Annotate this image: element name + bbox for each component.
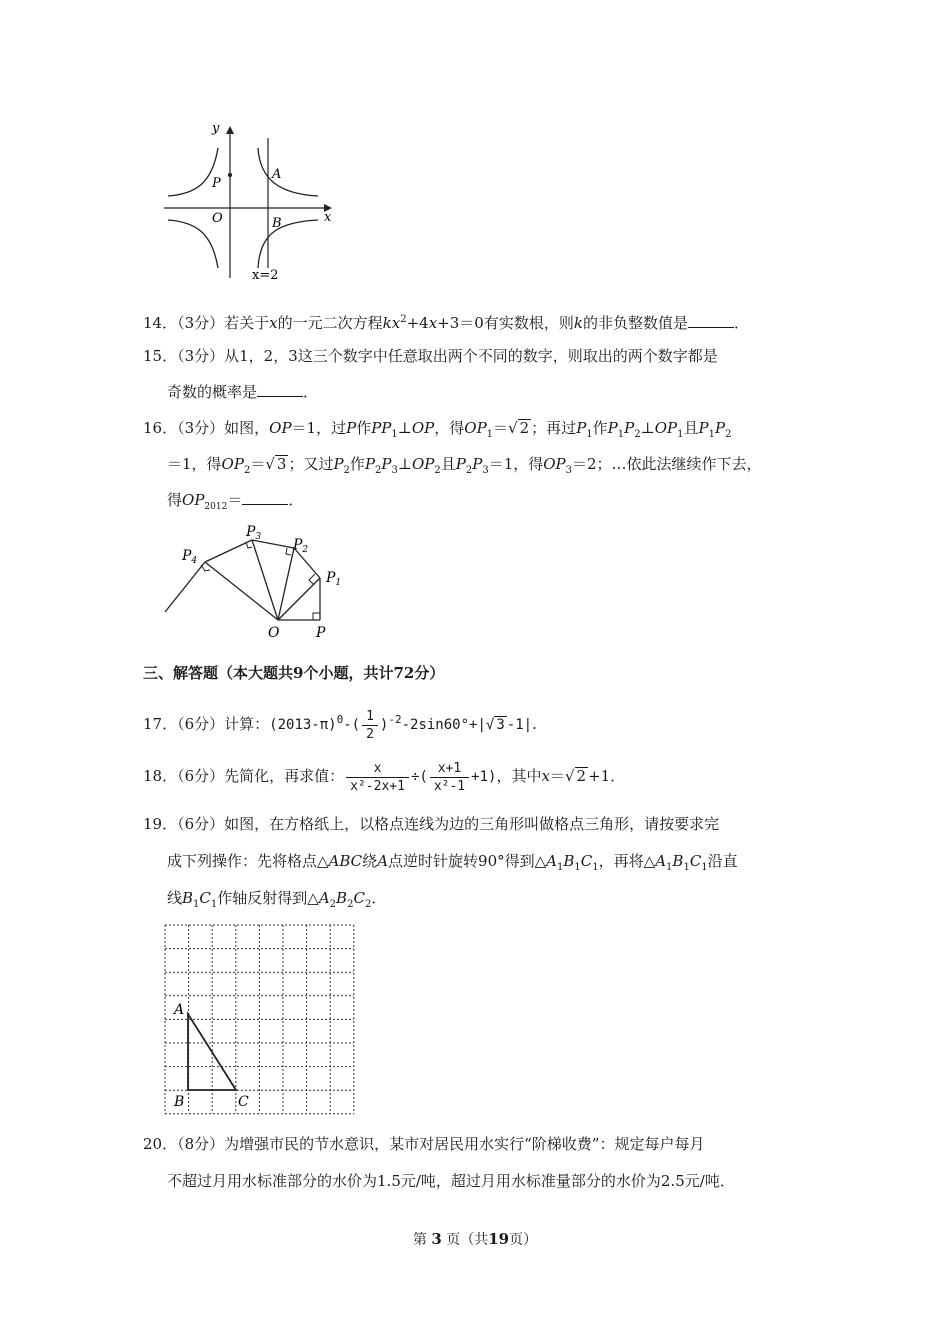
q19-sub: 1: [666, 862, 673, 873]
sqrt-2: 2: [576, 767, 587, 785]
label-p4: $P_4$: [182, 548, 198, 566]
q16-text: ＝: [493, 419, 509, 437]
q14-number: 14．: [143, 314, 178, 332]
q14-eq: +4: [406, 314, 429, 332]
label-x: x: [324, 210, 332, 225]
sqrt-2: 2: [519, 419, 530, 437]
section-heading: 三、解答题（本大题共9个小题，共计72分）: [143, 664, 445, 682]
q16-text: ＝1，得: [488, 455, 544, 473]
q16-text: ；又过: [288, 455, 334, 473]
q19-text: 线: [167, 889, 183, 907]
q18-expr: +1): [471, 769, 497, 785]
q16-sub: 1: [708, 429, 715, 440]
sqrt-3: 3: [496, 717, 505, 733]
q15-number: 15．: [143, 347, 178, 365]
question-15-line2: [167, 381, 318, 403]
q16-text: ；再过: [531, 419, 577, 437]
q16-sub: 2: [725, 429, 732, 440]
q16-var: OP: [182, 491, 205, 509]
q14-score: （3分）: [177, 314, 225, 332]
q19-text: 如图，在方格纸上，以格点连线为边的三角形叫做格点三角形，请按要求完: [224, 815, 720, 833]
hyperbola-branch-top-right: [258, 148, 318, 196]
segment-op4: [205, 562, 278, 620]
q16-sub: 3: [391, 465, 398, 476]
q20-text: 为增强市民的节水意识，某市对居民用水实行“阶梯收费”：规定每户每月: [224, 1135, 705, 1153]
right-angle-p2: [286, 548, 291, 555]
q16-var: OP: [654, 419, 678, 437]
question-16: 16．（3分）如图，OP＝1，过P作$PP_1\perp OP$，得$OP_1=√$ 2 ；再过$P_1$作$P_1P_2\perp OP_1$且$P_1P_2$: [143, 419, 732, 440]
q20-number: 20．: [143, 1135, 178, 1153]
hyperbola-branch-top-left: [168, 148, 218, 196]
question-15: [143, 345, 718, 367]
q17-expr: (2013-π): [269, 717, 337, 733]
label-p2: $P_2$: [293, 537, 309, 555]
q16-sub: 1: [486, 429, 494, 440]
q17-number: 17．: [143, 715, 178, 733]
label-c: C: [238, 1094, 249, 1110]
q16-text: 且: [440, 455, 456, 473]
q17-expr: -(: [343, 717, 361, 733]
q19-text: 作轴反射得到△: [217, 889, 319, 907]
q14-end: ．: [733, 314, 749, 332]
question-16-line2: ＝1，得$OP_2=√$ 3 ；又过$P_2$作$P_2P_3\perp OP_2$且$P_2P_3=1$，得$OP_3=2$；…依此法继续作下去，: [167, 455, 762, 476]
q15-text: 奇数的概率是: [167, 383, 258, 401]
q18-expr: (: [419, 769, 428, 785]
q16-text: 且: [683, 419, 699, 437]
q14-var: x: [269, 314, 278, 332]
q19-sub: 2: [364, 899, 372, 910]
q19-text: 点逆时针旋转90°得到△: [388, 852, 547, 870]
hyperbola-branch-bottom-right: [258, 220, 318, 268]
q19-sub: 1: [683, 862, 690, 873]
q16-sub: 2012: [204, 502, 228, 512]
question-16-line3: [167, 489, 303, 518]
q16-score: （3分）: [177, 419, 225, 437]
label-y: y: [212, 121, 220, 136]
q19-sub: 1: [701, 862, 708, 873]
q16-var: P: [364, 455, 376, 473]
sqrt-3: 3: [276, 455, 287, 473]
hyperbola-figure: [160, 118, 340, 288]
q19-sub: 1: [193, 899, 200, 910]
q16-var: P: [576, 419, 587, 437]
divide-sign: ÷: [410, 769, 420, 785]
answer-blank: [257, 382, 303, 397]
fraction-x-over-poly: $\frac{x}{\text{x²-2x+1}}$: [346, 760, 409, 795]
label-x-eq-2: x=2: [252, 268, 279, 283]
q16-text: 如图，: [224, 419, 270, 437]
q18-number: 18．: [143, 767, 178, 785]
q17-label: 计算：: [224, 715, 270, 733]
q16-var: P: [472, 455, 483, 473]
q16-text: ＝1，过: [291, 419, 347, 437]
footer-text: 页（共: [446, 1232, 489, 1248]
question-14: [143, 309, 749, 334]
question-20-line2: [167, 1170, 735, 1192]
q19-var: ABC: [328, 852, 363, 870]
q16-var: P: [698, 419, 709, 437]
q19-var: B: [182, 889, 194, 907]
q14-text: 有实数根，则: [483, 314, 574, 332]
q19-var: A: [318, 889, 330, 907]
label-p1: $P_1$: [326, 570, 342, 588]
q19-sub: 2: [329, 899, 337, 910]
q16-text: 作: [592, 419, 608, 437]
q14-text: 若关于: [224, 314, 270, 332]
segment-op3: [252, 540, 278, 620]
segment-p3p4: [205, 540, 252, 562]
q16-text: ＝: [227, 491, 243, 509]
q16-var: PP: [371, 419, 392, 437]
q14-text: 的一元二次方程: [277, 314, 383, 332]
q14-eq-sup: 2: [400, 314, 407, 325]
label-o: O: [268, 625, 280, 641]
point-p: [228, 173, 232, 177]
q16-var: P: [714, 419, 726, 437]
q14-eq: x: [428, 314, 438, 332]
q14-eq: +3＝0: [437, 314, 484, 332]
q16-sub: 2: [375, 465, 382, 476]
q16-sub: 1: [586, 429, 593, 440]
q16-sub: 3: [482, 465, 489, 476]
q16-text: 作: [356, 419, 372, 437]
q15-text: 从1，2，3这三个数字中任意取出两个不同的数字，则取出的两个数字都是: [224, 347, 718, 365]
q16-sub: 1: [617, 429, 625, 440]
q19-var: A: [377, 852, 389, 870]
q16-text: ⊥: [397, 419, 412, 437]
q19-text: ，再将△: [598, 852, 656, 870]
answer-blank: [242, 490, 288, 505]
q19-var: C: [689, 852, 702, 870]
spiral-figure: [160, 520, 360, 645]
q19-text: 成下列操作：先将格点△: [167, 852, 329, 870]
q19-sub: 2: [347, 899, 354, 910]
question-20: [143, 1133, 704, 1155]
q16-sub: 2: [434, 465, 441, 476]
q16-var: OP: [269, 419, 292, 437]
hyperbola-branch-bottom-left: [168, 220, 218, 268]
q17-expr: -2sin60°+|: [401, 717, 486, 733]
dotted-grid: [165, 925, 354, 1114]
page-footer: [0, 1229, 950, 1249]
q16-var: P: [346, 419, 357, 437]
q16-var: OP: [411, 455, 435, 473]
q14-var: k: [573, 314, 583, 332]
q16-text: ，得: [434, 419, 465, 437]
q16-sub: 1: [677, 429, 684, 440]
q17-score: （6分）: [177, 715, 225, 733]
fraction-xplus1-over-x2minus1: $\frac{x+1}{\text{x²-1}}$: [430, 760, 469, 795]
q16-text: 作: [349, 455, 365, 473]
q16-text: ⊥: [640, 419, 655, 437]
q18-text: +1．: [588, 767, 626, 785]
q19-var: B: [672, 852, 684, 870]
right-angle-p: [313, 613, 320, 620]
q16-var: OP: [543, 455, 566, 473]
q19-end: ．: [371, 889, 387, 907]
q16-text: ＝2；…依此法继续作下去，: [572, 455, 762, 473]
q16-text: ＝: [250, 455, 266, 473]
label-b: B: [272, 216, 282, 231]
q16-sub: 3: [565, 465, 573, 476]
q19-sub: 1: [574, 862, 581, 873]
q16-var: OP: [411, 419, 435, 437]
q19-text: 绕: [362, 852, 378, 870]
grid-figure: [160, 920, 360, 1115]
q16-text: 得: [167, 491, 183, 509]
fraction-one-half: $\frac{1}{2}$: [362, 708, 378, 743]
label-o: O: [212, 211, 223, 226]
q14-text: 的非负整数值是: [582, 314, 688, 332]
q19-var: A: [655, 852, 667, 870]
q16-text: ＝1，得: [167, 455, 222, 473]
page-number: 3: [431, 1230, 442, 1248]
q19-var: C: [580, 852, 593, 870]
label-p3: $P_3$: [246, 524, 262, 542]
q18-text: ，其中: [496, 767, 542, 785]
q14-eq: kx: [382, 314, 401, 332]
q19-var: B: [563, 852, 575, 870]
q19-var: C: [199, 889, 211, 907]
q16-var: OP: [464, 419, 487, 437]
question-19: [143, 813, 719, 835]
q16-sub: 1: [391, 429, 398, 440]
segment-p4-continue: [165, 562, 205, 612]
q15-end: ．: [303, 383, 319, 401]
q16-sub: 2: [243, 465, 251, 476]
q19-var: C: [353, 889, 365, 907]
q18-score: （6分）: [177, 767, 225, 785]
q18-text: ＝: [549, 767, 565, 785]
footer-text: 页）: [509, 1232, 538, 1248]
q19-var: B: [336, 889, 348, 907]
q18-var: x: [541, 767, 550, 785]
q16-var: P: [333, 455, 344, 473]
q17-sup: 0: [336, 713, 344, 726]
answer-blank: [688, 313, 734, 328]
q17-expr: ): [379, 717, 389, 733]
q19-number: 19．: [143, 815, 178, 833]
total-pages: 19: [488, 1230, 510, 1248]
q19-sub: 1: [210, 899, 218, 910]
q16-var: OP: [221, 455, 244, 473]
q19-sub: 1: [557, 862, 564, 873]
q16-var: P: [624, 419, 635, 437]
q20-text: 不超过月用水标准部分的水价为1.5元/吨，超过月用水标准量部分的水价为2.5元/吨．: [167, 1172, 735, 1190]
q20-score: （8分）: [177, 1135, 225, 1153]
q16-sub: 2: [465, 465, 473, 476]
q18-label: 先简化，再求值：: [224, 767, 345, 785]
question-17: 17．（6分）计算：$(2013-\pi)^0-$( $\frac{1}{2}$ )$^{-2}$-2sin60°+|√ 3 -1|.: [143, 708, 537, 742]
q16-var: P: [381, 455, 392, 473]
q16-var: P: [607, 419, 618, 437]
q16-sub: 2: [343, 465, 350, 476]
label-a: A: [272, 167, 282, 182]
q17-sup: -2: [388, 713, 402, 726]
q16-end: ．: [288, 491, 304, 509]
q17-end: .: [532, 715, 537, 733]
q19-var: A: [546, 852, 557, 870]
q19-sub: 1: [592, 862, 599, 873]
q19-score: （6分）: [177, 815, 225, 833]
footer-text: 第: [412, 1232, 427, 1248]
q15-score: （3分）: [177, 347, 225, 365]
question-19-line2: [167, 850, 738, 879]
label-p: P: [212, 176, 221, 191]
label-a: A: [174, 1002, 185, 1018]
q16-text: ⊥: [397, 455, 412, 473]
q16-number: 16．: [143, 419, 178, 437]
q16-sub: 2: [634, 429, 641, 440]
q17-expr: -1|: [506, 717, 533, 733]
question-19-line3: [167, 887, 386, 916]
question-18: 18．（6分）先简化，再求值： $\frac{x}{\text{x²-2x+1}}$ ÷( $\frac{x+1}{\text{x²-1}}$ +1)，其中x＝√ 2 +1．: [143, 760, 626, 794]
label-b: B: [174, 1094, 185, 1110]
label-p: P: [316, 625, 326, 641]
q16-var: P: [455, 455, 466, 473]
segment-op2: [278, 548, 294, 620]
q19-text: 沿直: [707, 852, 738, 870]
